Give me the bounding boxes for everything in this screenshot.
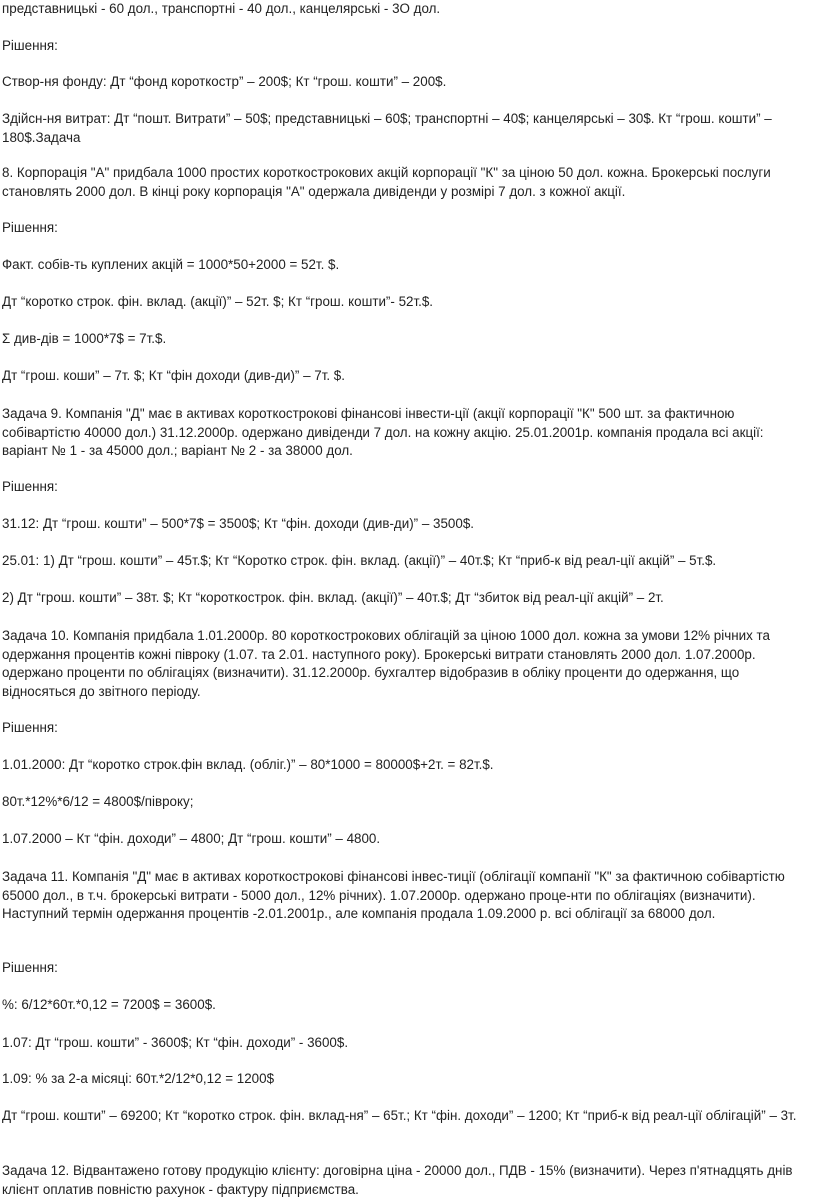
paragraph-12: Рішення: bbox=[2, 479, 58, 494]
paragraph-24: 1.07: Дт “грош. кошти” - 3600$; Кт “фін. доходи” - 3600$. bbox=[2, 1035, 349, 1050]
paragraph-8: Дт “коротко строк. фін. вклад. (акції)” – 52т. $; Кт “грош. кошти”- 52т.$. bbox=[2, 294, 433, 309]
paragraph-7: Факт. собів-ть куплених акцій = 1000*50+2000 = 52т. $. bbox=[2, 257, 340, 272]
paragraph-16: Задача 10. Компанія придбала 1.01.2000р. 80 короткострокових облігацій за ціною 1000 дол. кожна за умови 12% річних та одержання процентів кожні півроку (1.07. та 2.01. наступного року). Брокерські витрати становлять 2000 дол. 1.07.2000р. одержано проценти по облігаціях (визначити). 31.12.2000р. бухгалтер відобразив в обліку проценти до одержання, що відносяться до звітного періоду. bbox=[2, 628, 770, 699]
paragraph-14: 25.01: 1) Дт “грош. кошти” – 45т.$; Кт “Коротко строк. фін. вклад. (акції)” – 40т.$; Кт “приб-к від реал-ції акцій” – 5т.$. bbox=[2, 553, 717, 568]
paragraph-10: Дт “грош. коши” – 7т. $; Кт “фін доходи (див-ди)” – 7т. $. bbox=[2, 368, 345, 383]
paragraph-19: 80т.*12%*6/12 = 4800$/півроку; bbox=[2, 794, 194, 809]
paragraph-26: Дт “грош. кошти” – 69200; Кт “коротко строк. фін. вклад-ня” – 65т.; Кт “фін. доходи” – 1200; Кт “приб-к від реал-ції облігацій” – 3т. bbox=[2, 1108, 797, 1123]
paragraph-17: Рішення: bbox=[2, 720, 58, 735]
paragraph-25: 1.09: % за 2-а місяці: 60т.*2/12*0,12 = 1200$ bbox=[2, 1071, 275, 1086]
paragraph-5: 8. Корпорація "А" придбала 1000 простих короткострокових акцій корпорації "К" за ціною 50 дол. кожна. Брокерські послуги становлять 2000 дол. В кінці року корпорація "А" одержала дивіденди у розмірі 7 дол. з кожної акції. bbox=[2, 165, 771, 199]
paragraph-22: Рішення: bbox=[2, 960, 58, 975]
paragraph-11: Задача 9. Компанія "Д" має в активах короткострокові фінансові інвести-ції (акції корпорації "К" 500 шт. за фактичною собівартістю 40000 дол.) 31.12.2000р. одержано дивіденди 7 дол. на кожну акцію. 25.01.2001р. компанія продала всі акції: варіант № 1 - за 45000 дол.; варіант № 2 - за 38000 дол. bbox=[2, 406, 764, 458]
paragraph-23: %: 6/12*60т.*0,12 = 7200$ = 3600$. bbox=[2, 997, 216, 1012]
paragraph-18: 1.01.2000: Дт “коротко строк.фін вклад. (облiг.)” – 80*1000 = 80000$+2т. = 82т.$. bbox=[2, 757, 494, 772]
paragraph-2: Рішення: bbox=[2, 38, 58, 53]
paragraph-6: Рішення: bbox=[2, 220, 58, 235]
paragraph-21: Задача 11. Компанія "Д" має в активах короткострокові фінансові інвес-тиції (облігації компанії "К" за фактичною собівартістю 65000 дол., в т.ч. брокерські витрати - 5000 дол., 12% річних). 1.07.2000р. одержано проце-нти по облігаціях (визначити). Наступний термін одержання процентів -2.01.2001р., але компанія продала 1.09.2000 р. всі облігації за 68000 дол. bbox=[2, 869, 785, 921]
paragraph-20: 1.07.2000 – Кт “фін. доходи” – 4800; Дт “грош. кошти” – 4800. bbox=[2, 831, 381, 846]
paragraph-9: Σ див-дів = 1000*7$ = 7т.$. bbox=[2, 331, 167, 346]
paragraph-13: 31.12: Дт “грош. кошти” – 500*7$ = 3500$; Кт “фін. доходи (див-ди)” – 3500$. bbox=[2, 516, 474, 531]
paragraph-27: Задача 12. Відвантажено готову продукцію клієнту: договірна ціна - 20000 дол., ПДВ - 15% (визначити). Через п'ятнадцять днів клієнт оплатив повністю рахунок - фактуру підприємства. bbox=[2, 1163, 793, 1197]
paragraph-1: представницькі - 60 дол., транспортні - 40 дол., канцелярські - 3О дол. bbox=[2, 1, 441, 16]
paragraph-3: Створ-ня фонду: Дт “фонд короткостр” – 200$; Кт “грош. кошти” – 200$. bbox=[2, 74, 447, 89]
paragraph-4: Здійсн-ня витрат: Дт “пошт. Витрати” – 50$; представницькі – 60$; транспортні – 40$; канцелярські – 30$. Кт “грош. кошти” – 180$.Задача bbox=[2, 111, 772, 145]
paragraph-15: 2) Дт “грош. кошти” – 38т. $; Кт “короткострок. фін. вклад. (акції)” – 40т.$; Дт “збиток від реал-ції акцій” – 2т. bbox=[2, 590, 664, 605]
